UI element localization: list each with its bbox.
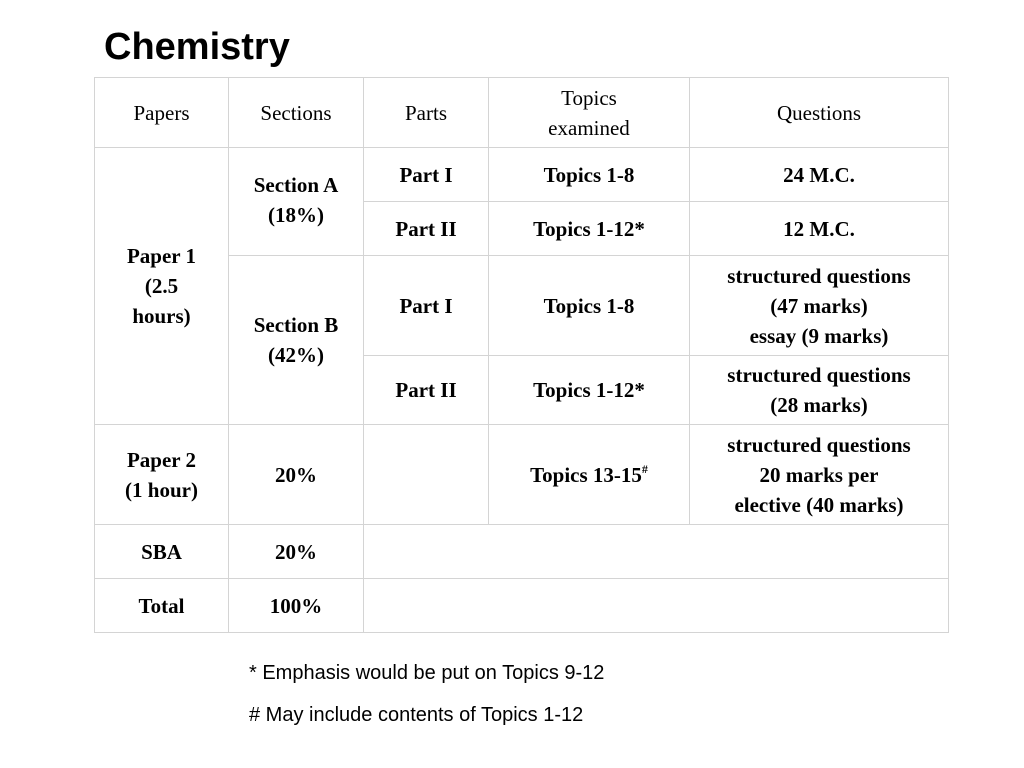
questions-line: elective (40 marks) <box>734 492 904 517</box>
questions-cell: 12 M.C. <box>690 202 949 256</box>
questions-line: structured questions <box>727 263 911 288</box>
questions-cell: 24 M.C. <box>690 148 949 202</box>
topics-cell: Topics 1-8 <box>489 256 690 356</box>
section-a-label-line: (18%) <box>268 203 324 227</box>
table-row <box>95 579 949 633</box>
paper1-label-line: Paper 1 <box>126 244 197 268</box>
header-parts: Parts <box>364 78 489 148</box>
section-a-cell <box>229 148 364 256</box>
header-sections: Sections <box>229 78 364 148</box>
header-topics-examined <box>489 78 690 148</box>
part-cell: Part II <box>364 202 489 256</box>
paper2-label-line: (1 hour) <box>125 477 198 502</box>
paper2-cell <box>95 425 229 525</box>
chemistry-exam-table <box>94 77 949 633</box>
hash-footnote-mark: # <box>641 461 648 476</box>
paper1-label-line: (2.5 <box>144 274 179 298</box>
section-b-label-line: Section B <box>253 313 339 337</box>
topics-cell: Topics 1-12* <box>489 356 690 425</box>
total-empty-cell <box>364 579 949 633</box>
section-a-label-line: Section A <box>253 173 339 197</box>
total-cell: Total <box>95 579 229 633</box>
questions-line: (47 marks) <box>770 293 868 318</box>
table-header-row <box>95 78 949 148</box>
paper2-topics-cell <box>489 425 690 525</box>
total-section-cell: 100% <box>229 579 364 633</box>
topics-cell: Topics 1-8 <box>489 148 690 202</box>
section-b-label-line: (42%) <box>268 343 324 367</box>
table-row <box>95 148 949 202</box>
page-title: Chemistry <box>104 26 290 68</box>
header-topics-line-1: Topics <box>561 85 617 110</box>
table-row <box>95 525 949 579</box>
table-row <box>95 425 949 525</box>
footnote-hash: # May include contents of Topics 1-12 <box>249 704 584 726</box>
paper2-questions-cell <box>690 425 949 525</box>
header-questions: Questions <box>690 78 949 148</box>
sba-cell: SBA <box>95 525 229 579</box>
paper2-part-cell <box>364 425 489 525</box>
paper1-label-line: hours) <box>132 304 191 328</box>
footnote-asterisk: * Emphasis would be put on Topics 9-12 <box>249 662 605 684</box>
paper1-cell <box>95 148 229 425</box>
questions-line: 20 marks per <box>759 462 879 487</box>
header-topics-line-2: examined <box>548 115 630 140</box>
part-cell: Part I <box>364 256 489 356</box>
paper2-section-cell: 20% <box>229 425 364 525</box>
questions-line: (28 marks) <box>770 393 868 417</box>
topics-cell: Topics 1-12* <box>489 202 690 256</box>
questions-line: essay (9 marks) <box>749 323 889 348</box>
paper2-label-line: Paper 2 <box>126 447 197 472</box>
header-papers: Papers <box>95 78 229 148</box>
part-cell: Part II <box>364 356 489 425</box>
paper2-topics-text: Topics 13-15 <box>530 462 642 487</box>
sba-section-cell: 20% <box>229 525 364 579</box>
sba-empty-cell <box>364 525 949 579</box>
questions-line: structured questions <box>727 432 911 457</box>
questions-cell <box>690 356 949 425</box>
part-cell: Part I <box>364 148 489 202</box>
questions-line: structured questions <box>727 363 911 387</box>
questions-cell <box>690 256 949 356</box>
section-b-cell <box>229 256 364 425</box>
